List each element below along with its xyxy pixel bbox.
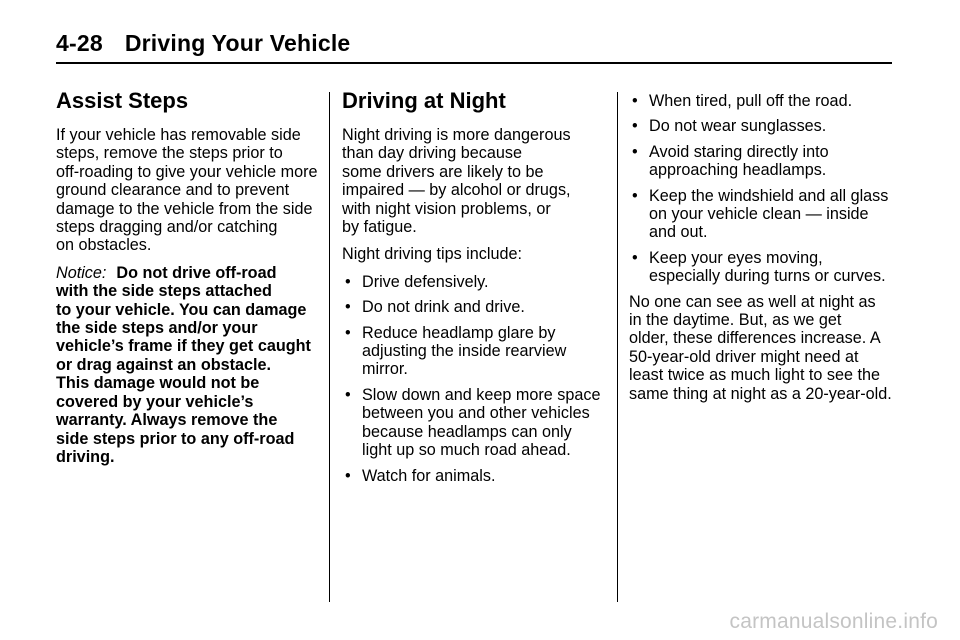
bullet-line: Do not drink and drive. (362, 298, 525, 317)
bullet-icon: • (345, 323, 351, 342)
bullet-item (629, 249, 895, 286)
notice-line: warranty. Always remove the (56, 411, 278, 430)
bullet-item (342, 324, 608, 379)
paragraph-line: damage to the vehicle from the side (56, 199, 313, 218)
notice-line: to your vehicle. You can damage (56, 300, 307, 319)
bullet-item (342, 386, 608, 460)
section-title: Driving Your Vehicle (124, 30, 351, 56)
bullet-line: because headlamps can only (362, 422, 572, 441)
notice-line: or drag against an obstacle. (56, 355, 271, 374)
notice-line: with the side steps attached (56, 282, 272, 301)
paragraph-line: steps, remove the steps prior to (56, 144, 283, 163)
page-header (56, 30, 350, 57)
bullet-item (629, 92, 895, 110)
bullet-icon: • (345, 272, 351, 291)
bullet-icon: • (632, 142, 638, 161)
notice-line: vehicle’s frame if they get caught (56, 337, 311, 356)
paragraph-line: on obstacles. (56, 236, 152, 255)
paragraph-line: off-roading to give your vehicle more (56, 162, 318, 181)
bullet-line: Watch for animals. (362, 466, 496, 485)
notice-line: Do not drive off-road (116, 263, 277, 282)
bullet-line: Keep the windshield and all glass (649, 186, 889, 205)
bullet-line: and out. (649, 223, 708, 242)
bullet-line: Do not wear sunglasses. (649, 117, 827, 136)
paragraph-line: steps dragging and/or catching (56, 218, 278, 237)
notice-line: This damage would not be (56, 374, 260, 393)
tips-list (342, 273, 608, 485)
paragraph-line: older, these differences increase. A (629, 329, 881, 348)
bullet-line: between you and other vehicles (362, 404, 590, 423)
bullet-icon: • (345, 298, 351, 317)
watermark-text: carmanualsonline.info (729, 610, 938, 633)
notice-line: the side steps and/or your (56, 319, 258, 338)
paragraph-line: same thing at night as a 20-year-old. (629, 384, 892, 403)
column-2 (342, 88, 608, 492)
bullet-item (629, 187, 895, 242)
bullet-line: adjusting the inside rearview (362, 342, 567, 361)
bullet-item (342, 273, 608, 291)
paragraph-line: least twice as much light to see the (629, 366, 881, 385)
paragraph-line: No one can see as well at night as (629, 292, 876, 311)
paragraph-line: impaired — by alcohol or drugs, (342, 181, 571, 200)
paragraph-line: with night vision problems, or (342, 199, 551, 218)
bullet-line: Drive defensively. (362, 272, 489, 291)
bullet-icon: • (632, 117, 638, 136)
bullet-line: on your vehicle clean — inside (649, 205, 869, 224)
notice-paragraph (56, 264, 322, 466)
column-3 (629, 92, 895, 412)
notice-line: covered by your vehicle’s (56, 392, 254, 411)
paragraph-line: some drivers are likely to be (342, 162, 544, 181)
bullet-item (629, 143, 895, 180)
bullet-icon: • (632, 92, 638, 110)
bullet-item (342, 467, 608, 485)
driving-at-night-intro (342, 126, 608, 236)
column-divider-2 (617, 92, 618, 602)
bullet-line: Avoid staring directly into (649, 142, 829, 161)
paragraph-line: ground clearance and to prevent (56, 181, 290, 200)
paragraph-line: 50-year-old driver might need at (629, 347, 859, 366)
bullet-line: especially during turns or curves. (649, 267, 886, 286)
paragraph-line: in the daytime. But, as we get (629, 311, 842, 330)
column-divider-1 (329, 92, 330, 602)
notice-label: Notice: (56, 263, 107, 282)
bullet-icon: • (345, 385, 351, 404)
bullet-item (629, 117, 895, 135)
page-number: 4-28 (56, 30, 103, 56)
bullet-line: Keep your eyes moving, (649, 248, 823, 267)
bullet-icon: • (632, 186, 638, 205)
bullet-line: light up so much road ahead. (362, 441, 571, 460)
bullet-line: approaching headlamps. (649, 161, 827, 180)
header-rule (56, 62, 892, 64)
bullet-line: When tired, pull off the road. (649, 92, 853, 110)
paragraph-line: by fatigue. (342, 218, 417, 237)
notice-line: side steps prior to any off-road (56, 429, 295, 448)
tips-list-continued (629, 92, 895, 286)
tips-intro: Night driving tips include: (342, 245, 522, 264)
assist-steps-paragraph (56, 126, 322, 255)
bullet-icon: • (632, 248, 638, 267)
driving-at-night-heading: Driving at Night (342, 88, 506, 113)
notice-text (56, 264, 322, 466)
assist-steps-heading: Assist Steps (56, 88, 189, 113)
column-1 (56, 88, 322, 475)
bullet-item (342, 298, 608, 316)
bullet-line: Reduce headlamp glare by (362, 323, 556, 342)
paragraph-line: than day driving because (342, 144, 522, 163)
bullet-icon: • (345, 466, 351, 485)
paragraph-line: If your vehicle has removable side (56, 126, 301, 144)
bullet-line: Slow down and keep more space (362, 385, 601, 404)
bullet-line: mirror. (362, 360, 408, 379)
closing-paragraph (629, 293, 895, 403)
notice-line: driving. (56, 447, 115, 466)
paragraph-line: Night driving is more dangerous (342, 126, 571, 144)
